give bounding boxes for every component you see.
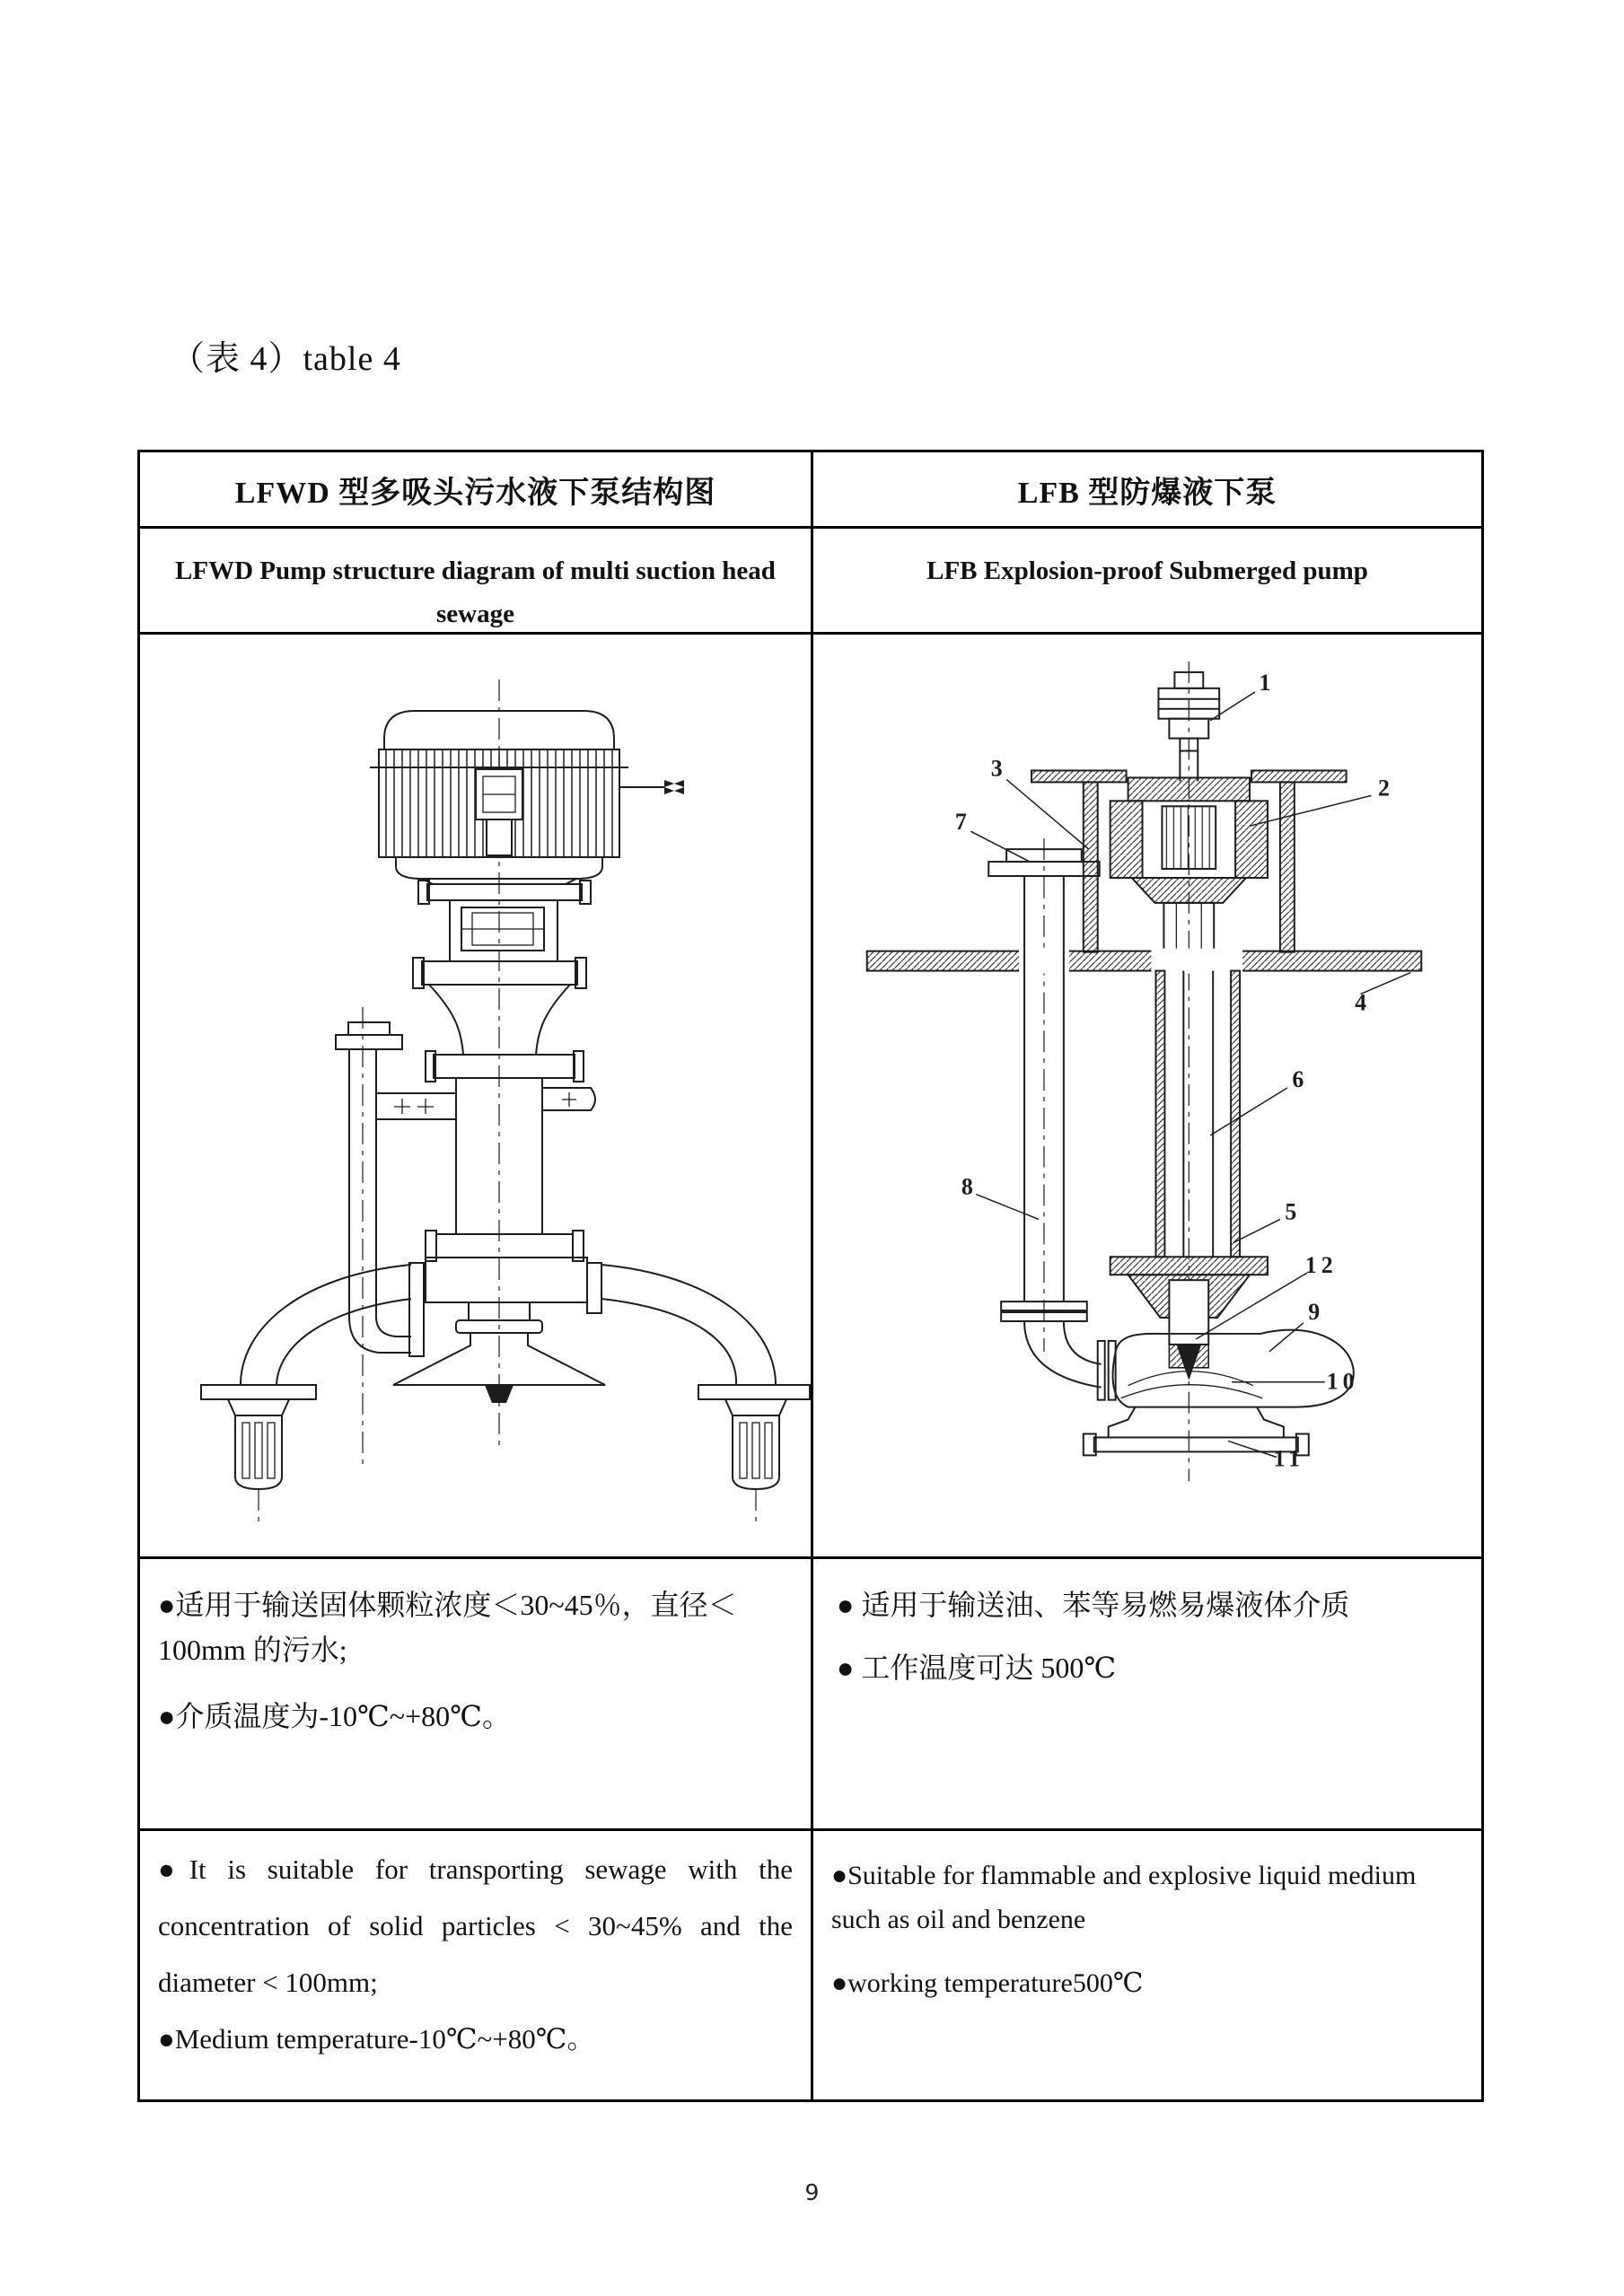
lfwd-specs-zh (140, 1559, 813, 1831)
bullet-item: ●It is suitable for transporting sewage with the concentration of solid particles < 30~45% and the diameter < 100mm; (158, 1853, 793, 1998)
lfb-callout-3: 3 (990, 755, 1003, 782)
lfb-callout-10: 10 (1326, 1368, 1359, 1395)
lfwd-title-en-line1: LFWD Pump structure diagram of multi suction head (175, 556, 776, 585)
lfb-diagram-cell (813, 635, 1481, 1559)
page-title: （表 4）table 4 (171, 340, 401, 378)
page-number: 9 (804, 2179, 820, 2205)
lfb-callout-9: 9 (1308, 1299, 1321, 1325)
bullet-item: ●Suitable for flammable and explosive liquid medium such as oil and benzene (831, 1861, 1417, 1934)
lfb-callout-12: 12 (1304, 1252, 1338, 1279)
pump-comparison-table (137, 450, 1484, 2102)
bullet-item: ●Medium temperature-10℃~+80℃。 (158, 2023, 595, 2055)
lfb-title-zh: LFB 型防爆液下泵 (813, 452, 1481, 529)
bullet-item: ●适用于输送固体颗粒浓度＜30~45％，直径＜100mm 的污水; (158, 1589, 737, 1666)
lfb-callout-8: 8 (961, 1173, 973, 1200)
lfb-callout-4: 4 (1355, 989, 1367, 1016)
lfb-specs-en (813, 1831, 1481, 2099)
lfwd-title-zh: LFWD 型多吸头污水液下泵结构图 (140, 452, 813, 529)
lfb-callout-5: 5 (1285, 1198, 1297, 1225)
lfb-title-en-line1: LFB Explosion-proof Submerged pump (926, 556, 1368, 585)
lfb-specs-zh (813, 1559, 1481, 1831)
lfb-callout-11: 11 (1273, 1445, 1305, 1472)
lfwd-diagram-cell (140, 635, 813, 1559)
lfwd-title-en (140, 529, 813, 635)
lfb-callout-6: 6 (1292, 1066, 1304, 1093)
bullet-item: ● 适用于输送油、苯等易燃易爆液体介质 (837, 1589, 1350, 1621)
lfb-callout-1: 1 (1259, 669, 1271, 696)
bullet-item: ●介质温度为-10℃~+80℃。 (158, 1700, 511, 1732)
bullet-item: ●working temperature500℃ (831, 1968, 1144, 1998)
lfwd-pump-diagram (140, 635, 811, 1559)
lfb-callout-7: 7 (954, 809, 967, 836)
lfb-title-en (813, 529, 1481, 635)
lfb-pump-diagram (813, 635, 1481, 1559)
lfb-callout-2: 2 (1377, 775, 1390, 802)
bullet-item: ● 工作温度可达 500℃ (837, 1652, 1117, 1684)
lfwd-title-en-line2: sewage (436, 600, 514, 628)
lfwd-specs-en (140, 1831, 813, 2099)
